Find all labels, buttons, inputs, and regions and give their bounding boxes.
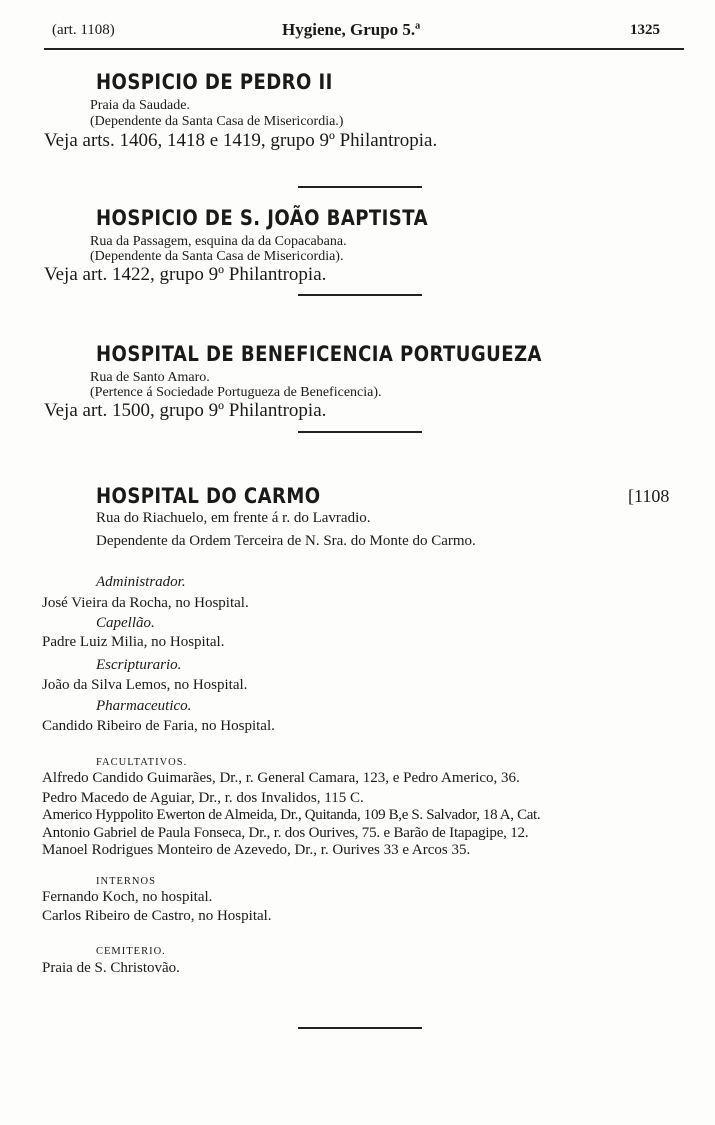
list-item: Pedro Macedo de Aguiar, Dr., r. dos Invalidos, 115 C. xyxy=(42,790,364,806)
entry-title: HOSPITAL DO CARMO xyxy=(96,484,321,508)
list-item: Carlos Ribeiro de Castro, no Hospital. xyxy=(42,908,272,924)
staff-name: João da Silva Lemos, no Hospital. xyxy=(42,677,248,693)
entry-note: (Dependente da Santa Casa de Misericordia.) xyxy=(90,114,344,129)
list-item: Manoel Rodrigues Monteiro de Azevedo, Dr., r. Ourives 33 e Arcos 35. xyxy=(42,842,471,858)
entry-reference: Veja art. 1422, grupo 9º Philantropia. xyxy=(44,264,327,285)
staff-role: Administrador. xyxy=(96,574,186,590)
staff-role: Pharmaceutico. xyxy=(96,698,192,714)
list-item: Fernando Koch, no hospital. xyxy=(42,889,213,905)
list-item: Antonio Gabriel de Paula Fonseca, Dr., r. dos Ourives, 75. e Barão de Itapagipe, 12. xyxy=(42,825,529,841)
staff-role: Capellão. xyxy=(96,615,155,631)
running-header-left: (art. 1108) xyxy=(52,22,115,38)
section-heading: INTERNOS xyxy=(96,876,156,887)
article-reference: [1108 xyxy=(628,486,670,506)
entry-title: HOSPICIO DE S. JOÃO BAPTISTA xyxy=(96,206,428,230)
staff-role: Escripturario. xyxy=(96,657,182,673)
separator-rule xyxy=(298,431,422,433)
separator-rule xyxy=(298,294,422,296)
list-item: Americo Hyppolito Ewerton de Almeida, Dr., Quitanda, 109 B,e S. Salvador, 18 A, Cat. xyxy=(42,807,541,823)
entry-title: HOSPITAL DE BENEFICENCIA PORTUGUEZA xyxy=(96,342,542,366)
entry-address: Praia da Saudade. xyxy=(90,98,190,113)
entry-address: Rua da Passagem, esquina da da Copacabana. xyxy=(90,234,347,249)
staff-name: Candido Ribeiro de Faria, no Hospital. xyxy=(42,718,275,734)
entry-address: Rua do Riachuelo, em frente á r. do Lavradio. xyxy=(96,510,371,526)
entry-title: HOSPICIO DE PEDRO II xyxy=(96,70,333,94)
section-heading: CEMITERIO. xyxy=(96,946,166,957)
separator-rule xyxy=(298,186,422,188)
staff-name: José Vieira da Rocha, no Hospital. xyxy=(42,595,249,611)
section-heading: FACULTATIVOS. xyxy=(96,757,188,768)
end-rule xyxy=(298,1027,422,1029)
list-item: Alfredo Candido Guimarães, Dr., r. General Camara, 123, e Pedro Americo, 36. xyxy=(42,770,520,786)
entry-dependency: Dependente da Ordem Terceira de N. Sra. do Monte do Carmo. xyxy=(96,533,476,549)
entry-reference: Veja arts. 1406, 1418 e 1419, grupo 9º Philantropia. xyxy=(44,130,438,151)
staff-name: Padre Luiz Milia, no Hospital. xyxy=(42,634,225,650)
running-header-title: Hygiene, Grupo 5.ª xyxy=(282,20,421,39)
header-rule xyxy=(44,48,684,50)
entry-reference: Veja art. 1500, grupo 9º Philantropia. xyxy=(44,400,327,421)
entry-address: Rua de Santo Amaro. xyxy=(90,370,210,385)
entry-note: (Pertence á Sociedade Portugueza de Beneficencia). xyxy=(90,385,382,400)
page-number: 1325 xyxy=(630,22,660,38)
entry-note: (Dependente da Santa Casa de Misericordia). xyxy=(90,249,344,264)
list-item: Praia de S. Christovão. xyxy=(42,960,180,976)
